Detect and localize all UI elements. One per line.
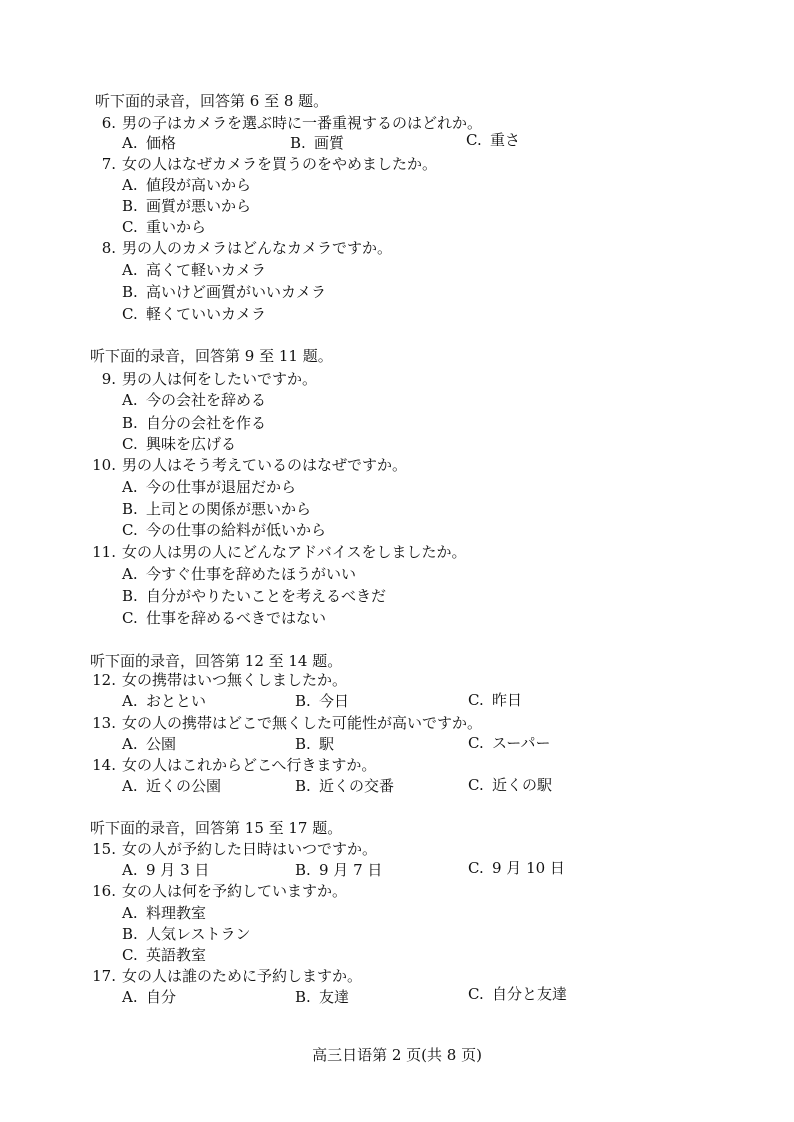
option-label: B. xyxy=(122,925,138,943)
option-label: C. xyxy=(122,305,138,323)
option-text: おととい xyxy=(146,692,207,710)
option-label: A. xyxy=(122,478,138,496)
option-b xyxy=(122,413,266,433)
question-number: 11. xyxy=(92,543,116,561)
option-label: B. xyxy=(122,283,138,301)
option-b xyxy=(122,499,311,519)
option-text: 今の仕事の給料が低いから xyxy=(146,521,327,539)
question xyxy=(90,154,437,174)
option-b xyxy=(295,776,394,796)
question xyxy=(90,238,392,258)
section-instruction: 听下面的录音，回答第 9 至 11 题。 xyxy=(90,347,333,365)
option-a xyxy=(122,691,206,711)
option-label: B. xyxy=(295,692,311,710)
question xyxy=(90,755,376,775)
option-label: C. xyxy=(468,859,484,877)
question-number: 10. xyxy=(92,456,116,474)
option-text: 仕事を辞めるべきではない xyxy=(146,609,327,627)
option-a xyxy=(122,133,176,153)
question-number: 17. xyxy=(92,967,116,985)
option-a xyxy=(122,477,296,497)
option-label: C. xyxy=(468,691,484,709)
option-text: 9 月 10 日 xyxy=(492,859,565,877)
question-text: 男の人のカメラはどんなカメラですか。 xyxy=(122,239,393,257)
section-instruction: 听下面的录音，回答第 12 至 14 题。 xyxy=(90,652,343,670)
question xyxy=(90,542,467,562)
option-text: スーパー xyxy=(492,734,551,752)
option-label: A. xyxy=(122,861,138,879)
question-number: 12. xyxy=(92,671,116,689)
option-text: 近くの交番 xyxy=(319,777,395,795)
option-b xyxy=(295,691,349,711)
question xyxy=(90,670,347,690)
option-text: 今日 xyxy=(319,692,350,710)
option-label: C. xyxy=(122,946,138,964)
question-text: 男の人はそう考えているのはなぜですか。 xyxy=(122,456,408,474)
option-text: 9 月 7 日 xyxy=(319,861,383,879)
option-text: 重さ xyxy=(490,131,521,149)
question-text: 男の人は何をしたいですか。 xyxy=(122,370,318,388)
option-label: B. xyxy=(295,988,311,1006)
option-c xyxy=(468,984,567,1004)
option-text: 上司との関係が悪いから xyxy=(146,500,312,518)
section-instruction: 听下面的录音，回答第 6 至 8 题。 xyxy=(95,92,329,110)
option-label: C. xyxy=(468,985,484,1003)
option-text: 価格 xyxy=(146,134,177,152)
option-c xyxy=(468,733,551,753)
option-label: A. xyxy=(122,176,138,194)
option-label: B. xyxy=(295,735,311,753)
question-number: 9. xyxy=(101,370,116,388)
option-text: 今すぐ仕事を辞めたほうがいい xyxy=(146,565,357,583)
question xyxy=(90,713,482,733)
option-c xyxy=(122,304,266,324)
option-text: 画質 xyxy=(314,134,345,152)
option-text: 軽くていいカメラ xyxy=(146,305,267,323)
option-text: 高くて軽いカメラ xyxy=(146,261,267,279)
option-label: B. xyxy=(290,134,306,152)
option-b xyxy=(295,734,334,754)
option-label: B. xyxy=(295,861,311,879)
option-c xyxy=(122,945,206,965)
option-a xyxy=(122,860,209,880)
option-c xyxy=(122,217,206,237)
question-text: 女の人はなぜカメラを買うのをやめましたか。 xyxy=(122,155,438,173)
question-text: 女の人はこれからどこへ行きますか。 xyxy=(122,756,377,774)
option-a xyxy=(122,564,356,584)
option-text: 自分 xyxy=(146,988,177,1006)
option-b xyxy=(122,282,326,302)
option-label: A. xyxy=(122,565,138,583)
option-c xyxy=(468,775,552,795)
option-label: A. xyxy=(122,735,138,753)
question xyxy=(90,369,317,389)
option-label: C. xyxy=(468,776,484,794)
question-number: 7. xyxy=(101,155,116,173)
question-number: 15. xyxy=(92,840,116,858)
question xyxy=(90,455,407,475)
option-text: 料理教室 xyxy=(146,904,207,922)
option-c xyxy=(122,608,326,628)
section-instruction: 听下面的录音，回答第 15 至 17 题。 xyxy=(90,819,343,837)
option-b xyxy=(295,987,349,1007)
question xyxy=(90,966,362,986)
option-c xyxy=(122,520,326,540)
option-a xyxy=(122,987,176,1007)
option-label: A. xyxy=(122,134,138,152)
option-text: 近くの公園 xyxy=(146,777,222,795)
question-number: 14. xyxy=(92,756,116,774)
question-text: 女の人の携帯はどこで無くした可能性が高いですか。 xyxy=(122,714,483,732)
question-number: 8. xyxy=(101,239,116,257)
option-text: 重いから xyxy=(146,218,207,236)
option-label: A. xyxy=(122,692,138,710)
option-b xyxy=(122,924,251,944)
option-text: 近くの駅 xyxy=(492,776,553,794)
option-label: C. xyxy=(122,521,138,539)
question-text: 女の携帯はいつ無くしましたか。 xyxy=(122,671,348,689)
question xyxy=(90,881,347,901)
option-b xyxy=(295,860,382,880)
option-a xyxy=(122,175,251,195)
option-b xyxy=(122,196,251,216)
question-text: 女の人は誰のために予約しますか。 xyxy=(122,967,363,985)
option-a xyxy=(122,776,221,796)
option-label: A. xyxy=(122,261,138,279)
option-text: 公園 xyxy=(146,735,177,753)
option-a xyxy=(122,390,266,410)
option-text: 昨日 xyxy=(492,691,523,709)
option-text: 駅 xyxy=(319,735,335,753)
page-footer: 高三日语第 2 页(共 8 页) xyxy=(312,1046,482,1064)
option-label: A. xyxy=(122,988,138,1006)
question-text: 女の人は男の人にどんなアドバイスをしましたか。 xyxy=(122,543,467,561)
option-text: 値段が高いから xyxy=(146,176,252,194)
option-c xyxy=(468,858,565,878)
option-text: 自分がやりたいことを考えるべきだ xyxy=(146,587,387,605)
option-label: B. xyxy=(122,197,138,215)
option-label: C. xyxy=(466,131,482,149)
option-text: 9 月 3 日 xyxy=(146,861,210,879)
option-a xyxy=(122,260,266,280)
option-c xyxy=(466,130,520,150)
option-text: 自分の会社を作る xyxy=(146,414,267,432)
option-a xyxy=(122,734,176,754)
question-text: 男の子はカメラを選ぶ時に一番重視するのはどれか。 xyxy=(122,114,483,132)
option-text: 人気レストラン xyxy=(146,925,251,943)
question-number: 16. xyxy=(92,882,116,900)
option-label: A. xyxy=(122,904,138,922)
option-text: 友達 xyxy=(319,988,350,1006)
option-label: C. xyxy=(122,435,138,453)
option-label: B. xyxy=(122,587,138,605)
question-text: 女の人が予約した日時はいつですか。 xyxy=(122,840,378,858)
question-number: 6. xyxy=(101,114,116,132)
option-label: C. xyxy=(468,734,484,752)
option-c xyxy=(122,434,236,454)
option-b xyxy=(290,133,344,153)
option-label: A. xyxy=(122,391,138,409)
option-text: 自分と友達 xyxy=(492,985,568,1003)
option-text: 今の会社を辞める xyxy=(146,391,267,409)
option-text: 今の仕事が退屈だから xyxy=(146,478,297,496)
option-b xyxy=(122,586,386,606)
option-label: B. xyxy=(295,777,311,795)
option-label: B. xyxy=(122,500,138,518)
option-label: A. xyxy=(122,777,138,795)
question xyxy=(90,113,482,133)
question-number: 13. xyxy=(92,714,116,732)
option-text: 高いけど画質がいいカメラ xyxy=(146,283,327,301)
option-label: C. xyxy=(122,609,138,627)
option-text: 興味を広げる xyxy=(146,435,237,453)
option-label: C. xyxy=(122,218,138,236)
question xyxy=(90,839,377,859)
option-label: B. xyxy=(122,414,138,432)
option-text: 英語教室 xyxy=(146,946,207,964)
option-c xyxy=(468,690,522,710)
question-text: 女の人は何を予約していますか。 xyxy=(122,882,348,900)
option-a xyxy=(122,903,206,923)
option-text: 画質が悪いから xyxy=(146,197,252,215)
